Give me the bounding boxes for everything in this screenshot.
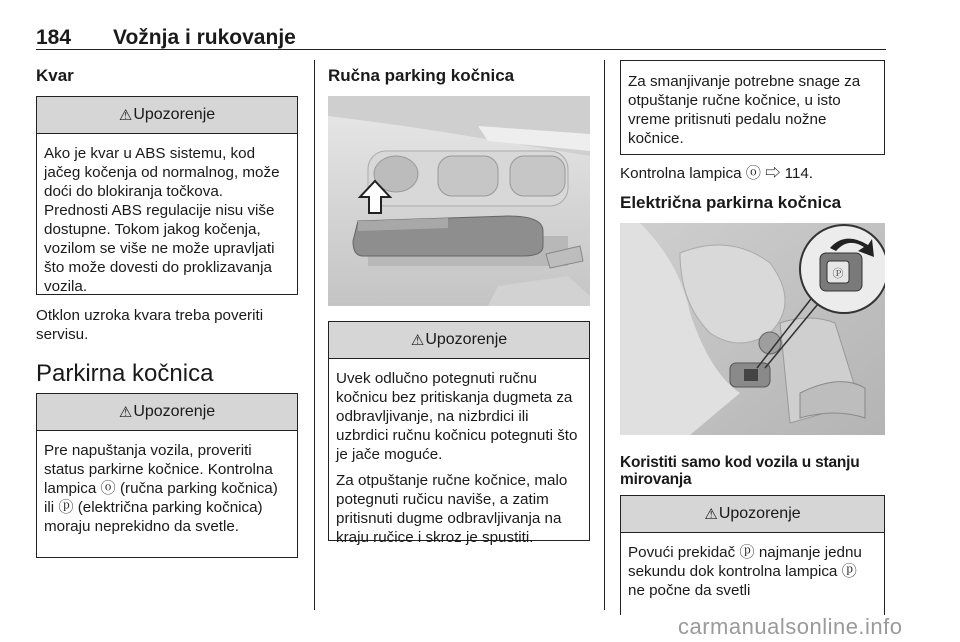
warning-header	[37, 394, 297, 431]
kontrolna-paragraph: Kontrolna lampica ⓞ ⇨ 114.	[620, 165, 814, 182]
warning-text-p1: Uvek odlučno potegnuti ručnu kočnicu bez pritiskanja dugmeta za odbravljivanje, na nizbrdici ili uzbrdici ručnu kočnicu potegnuti što je jače moguće.	[336, 370, 578, 463]
warning-text-p2: Za otpuštanje ručne kočnice, malo potegnuti ručicu naviše, a zatim pritisnuti dugme odbravljivanja na kraju ručice i skroz je spustiti.	[336, 472, 568, 546]
section-heading-koristiti: Koristiti samo kod vozila u stanju mirovanja	[620, 454, 860, 488]
warning-box-electric	[620, 495, 885, 615]
section-heading-elektricna: Električna parkirna kočnica	[620, 193, 842, 212]
watermark: carmanualsonline.info	[678, 614, 903, 639]
warning-text: Ako je kvar u ABS sistemu, kod jačeg kočenja od normalnog, može doći do blokiranja točkova. Prednosti ABS regulacije nisu više dostupne. Tokom jakog kočenja, vozilom se više ne može upravljati što može dovesti do proklizavanja vozila.	[44, 145, 280, 295]
warning-header	[621, 496, 884, 533]
svg-text:Ⓟ: Ⓟ	[832, 267, 844, 280]
warning-box-handbrake	[328, 321, 590, 546]
warning-text: Pre napuštanja vozila, proveriti status parkirne kočnice. Kontrolna lampica ⓞ (ručna parking kočnica) ili ⓟ (električna parking kočnica) moraju neprekidno da svetle.	[44, 442, 278, 535]
warning-label: Upozorenje	[133, 106, 216, 123]
warning-label: Upozorenje	[425, 331, 508, 348]
page-number: 184	[36, 26, 72, 49]
electric-parking-brake-illustration	[620, 223, 885, 435]
warning-label: Upozorenje	[133, 403, 216, 420]
chapter-title: Vožnja i rukovanje	[113, 26, 296, 49]
warning-text: Povući prekidač ⓟ najmanje jednu sekundu dok kontrolna lampica ⓟ ne počne da svetli	[628, 544, 862, 599]
handbrake-illustration	[328, 96, 590, 306]
warning-triangle-icon: ⚠	[118, 107, 133, 124]
column-divider-2	[604, 60, 605, 610]
section-heading-kvar: Kvar	[36, 66, 74, 85]
header-rule	[36, 49, 886, 50]
warning-triangle-icon: ⚠	[118, 404, 133, 421]
section-heading-parkirna: Parkirna kočnica	[36, 360, 214, 387]
warning-triangle-icon: ⚠	[410, 332, 425, 349]
warning-box-abs	[36, 96, 298, 295]
warning-header	[37, 97, 297, 134]
tip-box: Za smanjivanje potrebne snage za otpuštanje ručne kočnice, u isto vreme pritisnuti pedalu nožne kočnice.	[620, 60, 885, 155]
warning-header	[329, 322, 589, 359]
section-heading-rucna: Ručna parking kočnica	[328, 66, 515, 85]
column-divider-1	[314, 60, 315, 610]
warning-box-parking	[36, 393, 298, 558]
warning-triangle-icon: ⚠	[704, 506, 718, 523]
otklon-paragraph: Otklon uzroka kvara treba poveriti servisu.	[36, 307, 264, 343]
up-arrow-icon	[358, 179, 392, 215]
warning-label: Upozorenje	[718, 505, 801, 522]
